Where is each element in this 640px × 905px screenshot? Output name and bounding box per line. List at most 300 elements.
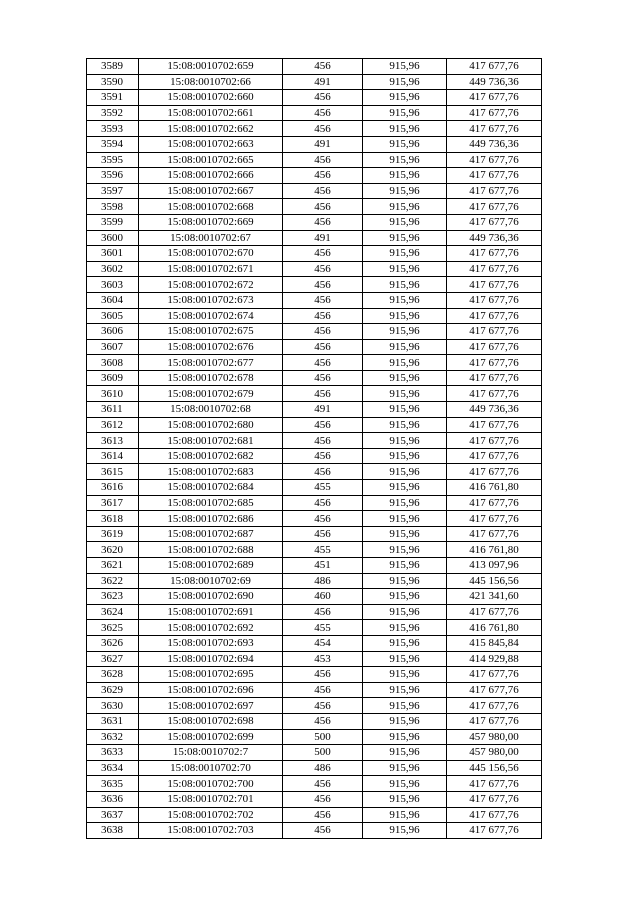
total-value-cell: 449 736,36 — [447, 74, 542, 90]
area-cell: 460 — [283, 589, 363, 605]
area-cell: 456 — [283, 667, 363, 683]
total-value-cell: 417 677,76 — [447, 90, 542, 106]
total-value-cell: 417 677,76 — [447, 433, 542, 449]
row-number-cell: 3599 — [87, 214, 139, 230]
cadastral-number-cell: 15:08:0010702:69 — [139, 573, 283, 589]
table-row — [87, 807, 542, 823]
unit-price-cell: 915,96 — [363, 480, 447, 496]
total-value-cell: 417 677,76 — [447, 152, 542, 168]
area-cell: 451 — [283, 558, 363, 574]
area-cell: 456 — [283, 59, 363, 75]
cadastral-number-cell: 15:08:0010702:665 — [139, 152, 283, 168]
unit-price-cell: 915,96 — [363, 542, 447, 558]
cadastral-number-cell: 15:08:0010702:670 — [139, 246, 283, 262]
unit-price-cell: 915,96 — [363, 386, 447, 402]
row-number-cell: 3602 — [87, 261, 139, 277]
cadastral-number-cell: 15:08:0010702:686 — [139, 511, 283, 527]
total-value-cell: 417 677,76 — [447, 682, 542, 698]
cadastral-number-cell: 15:08:0010702:68 — [139, 402, 283, 418]
row-number-cell: 3603 — [87, 277, 139, 293]
row-number-cell: 3596 — [87, 168, 139, 184]
table-row — [87, 152, 542, 168]
row-number-cell: 3626 — [87, 635, 139, 651]
unit-price-cell: 915,96 — [363, 402, 447, 418]
unit-price-cell: 915,96 — [363, 620, 447, 636]
area-cell: 456 — [283, 246, 363, 262]
cadastral-number-cell: 15:08:0010702:671 — [139, 261, 283, 277]
cadastral-number-cell: 15:08:0010702:694 — [139, 651, 283, 667]
area-cell: 456 — [283, 168, 363, 184]
total-value-cell: 417 677,76 — [447, 121, 542, 137]
table-row — [87, 511, 542, 527]
cadastral-number-cell: 15:08:0010702:668 — [139, 199, 283, 215]
cadastral-number-cell: 15:08:0010702:695 — [139, 667, 283, 683]
row-number-cell: 3601 — [87, 246, 139, 262]
row-number-cell: 3613 — [87, 433, 139, 449]
unit-price-cell: 915,96 — [363, 823, 447, 839]
area-cell: 456 — [283, 105, 363, 121]
cadastral-number-cell: 15:08:0010702:66 — [139, 74, 283, 90]
cadastral-number-cell: 15:08:0010702:692 — [139, 620, 283, 636]
row-number-cell: 3633 — [87, 745, 139, 761]
table-row — [87, 183, 542, 199]
area-cell: 456 — [283, 292, 363, 308]
row-number-cell: 3589 — [87, 59, 139, 75]
area-cell: 455 — [283, 542, 363, 558]
total-value-cell: 416 761,80 — [447, 542, 542, 558]
total-value-cell: 417 677,76 — [447, 324, 542, 340]
total-value-cell: 417 677,76 — [447, 698, 542, 714]
total-value-cell: 457 980,00 — [447, 729, 542, 745]
unit-price-cell: 915,96 — [363, 292, 447, 308]
row-number-cell: 3608 — [87, 355, 139, 371]
cadastral-number-cell: 15:08:0010702:698 — [139, 713, 283, 729]
table-row — [87, 324, 542, 340]
row-number-cell: 3625 — [87, 620, 139, 636]
area-cell: 456 — [283, 713, 363, 729]
table-row — [87, 402, 542, 418]
table-row — [87, 823, 542, 839]
row-number-cell: 3610 — [87, 386, 139, 402]
unit-price-cell: 915,96 — [363, 448, 447, 464]
cadastral-number-cell: 15:08:0010702:667 — [139, 183, 283, 199]
table-row — [87, 417, 542, 433]
total-value-cell: 449 736,36 — [447, 402, 542, 418]
unit-price-cell: 915,96 — [363, 791, 447, 807]
row-number-cell: 3609 — [87, 370, 139, 386]
cadastral-number-cell: 15:08:0010702:67 — [139, 230, 283, 246]
row-number-cell: 3604 — [87, 292, 139, 308]
area-cell: 491 — [283, 74, 363, 90]
total-value-cell: 417 677,76 — [447, 776, 542, 792]
row-number-cell: 3594 — [87, 136, 139, 152]
unit-price-cell: 915,96 — [363, 121, 447, 137]
cadastral-number-cell: 15:08:0010702:666 — [139, 168, 283, 184]
cadastral-number-cell: 15:08:0010702:673 — [139, 292, 283, 308]
table-row — [87, 620, 542, 636]
area-cell: 456 — [283, 121, 363, 137]
total-value-cell: 417 677,76 — [447, 339, 542, 355]
total-value-cell: 417 677,76 — [447, 511, 542, 527]
row-number-cell: 3630 — [87, 698, 139, 714]
cadastral-number-cell: 15:08:0010702:7 — [139, 745, 283, 761]
row-number-cell: 3614 — [87, 448, 139, 464]
unit-price-cell: 915,96 — [363, 589, 447, 605]
cadastral-number-cell: 15:08:0010702:674 — [139, 308, 283, 324]
table-row — [87, 651, 542, 667]
total-value-cell: 445 156,56 — [447, 573, 542, 589]
total-value-cell: 417 677,76 — [447, 105, 542, 121]
unit-price-cell: 915,96 — [363, 230, 447, 246]
table-row — [87, 230, 542, 246]
table-row — [87, 199, 542, 215]
table-row — [87, 261, 542, 277]
unit-price-cell: 915,96 — [363, 417, 447, 433]
total-value-cell: 417 677,76 — [447, 386, 542, 402]
cadastral-number-cell: 15:08:0010702:682 — [139, 448, 283, 464]
unit-price-cell: 915,96 — [363, 682, 447, 698]
unit-price-cell: 915,96 — [363, 59, 447, 75]
unit-price-cell: 915,96 — [363, 105, 447, 121]
area-cell: 456 — [283, 324, 363, 340]
row-number-cell: 3619 — [87, 526, 139, 542]
total-value-cell: 417 677,76 — [447, 713, 542, 729]
area-cell: 456 — [283, 823, 363, 839]
unit-price-cell: 915,96 — [363, 168, 447, 184]
table-row — [87, 729, 542, 745]
unit-price-cell: 915,96 — [363, 324, 447, 340]
total-value-cell: 417 677,76 — [447, 495, 542, 511]
total-value-cell: 449 736,36 — [447, 230, 542, 246]
cadastral-number-cell: 15:08:0010702:699 — [139, 729, 283, 745]
unit-price-cell: 915,96 — [363, 339, 447, 355]
row-number-cell: 3615 — [87, 464, 139, 480]
table-row — [87, 526, 542, 542]
table-row — [87, 355, 542, 371]
table-row — [87, 760, 542, 776]
total-value-cell: 417 677,76 — [447, 355, 542, 371]
table-row — [87, 682, 542, 698]
total-value-cell: 417 677,76 — [447, 214, 542, 230]
unit-price-cell: 915,96 — [363, 277, 447, 293]
table-body — [87, 59, 542, 839]
table-row — [87, 214, 542, 230]
area-cell: 456 — [283, 604, 363, 620]
row-number-cell: 3631 — [87, 713, 139, 729]
table-row — [87, 292, 542, 308]
cadastral-value-table — [86, 58, 542, 839]
cadastral-number-cell: 15:08:0010702:662 — [139, 121, 283, 137]
row-number-cell: 3622 — [87, 573, 139, 589]
table-row — [87, 745, 542, 761]
total-value-cell: 413 097,96 — [447, 558, 542, 574]
total-value-cell: 417 677,76 — [447, 246, 542, 262]
area-cell: 456 — [283, 464, 363, 480]
unit-price-cell: 915,96 — [363, 214, 447, 230]
table-row — [87, 791, 542, 807]
table-row — [87, 59, 542, 75]
row-number-cell: 3623 — [87, 589, 139, 605]
cadastral-number-cell: 15:08:0010702:687 — [139, 526, 283, 542]
row-number-cell: 3632 — [87, 729, 139, 745]
row-number-cell: 3636 — [87, 791, 139, 807]
row-number-cell: 3607 — [87, 339, 139, 355]
table-row — [87, 558, 542, 574]
unit-price-cell: 915,96 — [363, 776, 447, 792]
row-number-cell: 3592 — [87, 105, 139, 121]
cadastral-number-cell: 15:08:0010702:661 — [139, 105, 283, 121]
cadastral-number-cell: 15:08:0010702:676 — [139, 339, 283, 355]
area-cell: 456 — [283, 791, 363, 807]
cadastral-number-cell: 15:08:0010702:693 — [139, 635, 283, 651]
cadastral-number-cell: 15:08:0010702:700 — [139, 776, 283, 792]
cadastral-number-cell: 15:08:0010702:681 — [139, 433, 283, 449]
table-row — [87, 698, 542, 714]
total-value-cell: 417 677,76 — [447, 448, 542, 464]
row-number-cell: 3593 — [87, 121, 139, 137]
area-cell: 456 — [283, 183, 363, 199]
table-row — [87, 448, 542, 464]
total-value-cell: 417 677,76 — [447, 168, 542, 184]
row-number-cell: 3605 — [87, 308, 139, 324]
unit-price-cell: 915,96 — [363, 807, 447, 823]
table-row — [87, 433, 542, 449]
area-cell: 491 — [283, 136, 363, 152]
area-cell: 456 — [283, 339, 363, 355]
table-row — [87, 105, 542, 121]
cadastral-number-cell: 15:08:0010702:689 — [139, 558, 283, 574]
unit-price-cell: 915,96 — [363, 713, 447, 729]
unit-price-cell: 915,96 — [363, 183, 447, 199]
row-number-cell: 3595 — [87, 152, 139, 168]
row-number-cell: 3627 — [87, 651, 139, 667]
row-number-cell: 3617 — [87, 495, 139, 511]
area-cell: 456 — [283, 448, 363, 464]
unit-price-cell: 915,96 — [363, 558, 447, 574]
row-number-cell: 3600 — [87, 230, 139, 246]
row-number-cell: 3621 — [87, 558, 139, 574]
area-cell: 456 — [283, 495, 363, 511]
cadastral-number-cell: 15:08:0010702:663 — [139, 136, 283, 152]
unit-price-cell: 915,96 — [363, 526, 447, 542]
table-row — [87, 277, 542, 293]
total-value-cell: 417 677,76 — [447, 667, 542, 683]
cadastral-number-cell: 15:08:0010702:70 — [139, 760, 283, 776]
area-cell: 456 — [283, 807, 363, 823]
unit-price-cell: 915,96 — [363, 667, 447, 683]
row-number-cell: 3637 — [87, 807, 139, 823]
cadastral-number-cell: 15:08:0010702:679 — [139, 386, 283, 402]
table-row — [87, 635, 542, 651]
unit-price-cell: 915,96 — [363, 308, 447, 324]
unit-price-cell: 915,96 — [363, 74, 447, 90]
cadastral-number-cell: 15:08:0010702:660 — [139, 90, 283, 106]
cadastral-number-cell: 15:08:0010702:696 — [139, 682, 283, 698]
total-value-cell: 417 677,76 — [447, 604, 542, 620]
unit-price-cell: 915,96 — [363, 246, 447, 262]
table-row — [87, 121, 542, 137]
cadastral-number-cell: 15:08:0010702:690 — [139, 589, 283, 605]
total-value-cell: 417 677,76 — [447, 277, 542, 293]
row-number-cell: 3598 — [87, 199, 139, 215]
area-cell: 456 — [283, 511, 363, 527]
unit-price-cell: 915,96 — [363, 370, 447, 386]
area-cell: 456 — [283, 370, 363, 386]
unit-price-cell: 915,96 — [363, 729, 447, 745]
unit-price-cell: 915,96 — [363, 745, 447, 761]
total-value-cell: 417 677,76 — [447, 183, 542, 199]
unit-price-cell: 915,96 — [363, 355, 447, 371]
row-number-cell: 3638 — [87, 823, 139, 839]
table-row — [87, 495, 542, 511]
row-number-cell: 3618 — [87, 511, 139, 527]
total-value-cell: 414 929,88 — [447, 651, 542, 667]
table-row — [87, 542, 542, 558]
total-value-cell: 417 677,76 — [447, 526, 542, 542]
unit-price-cell: 915,96 — [363, 604, 447, 620]
cadastral-number-cell: 15:08:0010702:677 — [139, 355, 283, 371]
total-value-cell: 416 761,80 — [447, 480, 542, 496]
area-cell: 456 — [283, 776, 363, 792]
area-cell: 456 — [283, 433, 363, 449]
cadastral-number-cell: 15:08:0010702:691 — [139, 604, 283, 620]
cadastral-number-cell: 15:08:0010702:702 — [139, 807, 283, 823]
row-number-cell: 3611 — [87, 402, 139, 418]
unit-price-cell: 915,96 — [363, 136, 447, 152]
row-number-cell: 3620 — [87, 542, 139, 558]
total-value-cell: 417 677,76 — [447, 59, 542, 75]
row-number-cell: 3635 — [87, 776, 139, 792]
row-number-cell: 3606 — [87, 324, 139, 340]
cadastral-number-cell: 15:08:0010702:697 — [139, 698, 283, 714]
total-value-cell: 417 677,76 — [447, 308, 542, 324]
area-cell: 456 — [283, 698, 363, 714]
unit-price-cell: 915,96 — [363, 651, 447, 667]
unit-price-cell: 915,96 — [363, 464, 447, 480]
cadastral-number-cell: 15:08:0010702:684 — [139, 480, 283, 496]
table-row — [87, 776, 542, 792]
cadastral-number-cell: 15:08:0010702:683 — [139, 464, 283, 480]
row-number-cell: 3612 — [87, 417, 139, 433]
row-number-cell: 3616 — [87, 480, 139, 496]
row-number-cell: 3628 — [87, 667, 139, 683]
table-row — [87, 589, 542, 605]
table-row — [87, 386, 542, 402]
unit-price-cell: 915,96 — [363, 760, 447, 776]
unit-price-cell: 915,96 — [363, 698, 447, 714]
total-value-cell: 449 736,36 — [447, 136, 542, 152]
row-number-cell: 3624 — [87, 604, 139, 620]
area-cell: 456 — [283, 152, 363, 168]
cadastral-number-cell: 15:08:0010702:678 — [139, 370, 283, 386]
table-row — [87, 339, 542, 355]
row-number-cell: 3629 — [87, 682, 139, 698]
cadastral-number-cell: 15:08:0010702:701 — [139, 791, 283, 807]
area-cell: 456 — [283, 261, 363, 277]
table-row — [87, 370, 542, 386]
area-cell: 456 — [283, 417, 363, 433]
area-cell: 456 — [283, 386, 363, 402]
total-value-cell: 445 156,56 — [447, 760, 542, 776]
unit-price-cell: 915,96 — [363, 573, 447, 589]
area-cell: 453 — [283, 651, 363, 667]
area-cell: 486 — [283, 573, 363, 589]
total-value-cell: 417 677,76 — [447, 199, 542, 215]
area-cell: 456 — [283, 199, 363, 215]
area-cell: 491 — [283, 230, 363, 246]
cadastral-number-cell: 15:08:0010702:685 — [139, 495, 283, 511]
total-value-cell: 417 677,76 — [447, 823, 542, 839]
table-row — [87, 90, 542, 106]
total-value-cell: 417 677,76 — [447, 370, 542, 386]
total-value-cell: 416 761,80 — [447, 620, 542, 636]
table-row — [87, 308, 542, 324]
area-cell: 500 — [283, 729, 363, 745]
area-cell: 456 — [283, 308, 363, 324]
unit-price-cell: 915,96 — [363, 152, 447, 168]
table-row — [87, 667, 542, 683]
cadastral-number-cell: 15:08:0010702:688 — [139, 542, 283, 558]
unit-price-cell: 915,96 — [363, 433, 447, 449]
area-cell: 456 — [283, 355, 363, 371]
total-value-cell: 457 980,00 — [447, 745, 542, 761]
total-value-cell: 417 677,76 — [447, 791, 542, 807]
unit-price-cell: 915,96 — [363, 261, 447, 277]
area-cell: 456 — [283, 277, 363, 293]
table-row — [87, 480, 542, 496]
table-row — [87, 74, 542, 90]
area-cell: 456 — [283, 682, 363, 698]
unit-price-cell: 915,96 — [363, 635, 447, 651]
cadastral-number-cell: 15:08:0010702:675 — [139, 324, 283, 340]
cadastral-number-cell: 15:08:0010702:669 — [139, 214, 283, 230]
cadastral-number-cell: 15:08:0010702:659 — [139, 59, 283, 75]
table-row — [87, 136, 542, 152]
area-cell: 456 — [283, 526, 363, 542]
total-value-cell: 417 677,76 — [447, 261, 542, 277]
area-cell: 455 — [283, 480, 363, 496]
row-number-cell: 3590 — [87, 74, 139, 90]
cadastral-number-cell: 15:08:0010702:680 — [139, 417, 283, 433]
unit-price-cell: 915,96 — [363, 90, 447, 106]
table-row — [87, 713, 542, 729]
area-cell: 454 — [283, 635, 363, 651]
row-number-cell: 3597 — [87, 183, 139, 199]
cadastral-number-cell: 15:08:0010702:703 — [139, 823, 283, 839]
area-cell: 500 — [283, 745, 363, 761]
total-value-cell: 417 677,76 — [447, 292, 542, 308]
area-cell: 486 — [283, 760, 363, 776]
row-number-cell: 3591 — [87, 90, 139, 106]
table-row — [87, 573, 542, 589]
total-value-cell: 417 677,76 — [447, 417, 542, 433]
unit-price-cell: 915,96 — [363, 199, 447, 215]
table-row — [87, 168, 542, 184]
total-value-cell: 415 845,84 — [447, 635, 542, 651]
table-row — [87, 246, 542, 262]
total-value-cell: 421 341,60 — [447, 589, 542, 605]
total-value-cell: 417 677,76 — [447, 464, 542, 480]
area-cell: 456 — [283, 214, 363, 230]
table-row — [87, 464, 542, 480]
area-cell: 455 — [283, 620, 363, 636]
total-value-cell: 417 677,76 — [447, 807, 542, 823]
area-cell: 491 — [283, 402, 363, 418]
unit-price-cell: 915,96 — [363, 511, 447, 527]
cadastral-number-cell: 15:08:0010702:672 — [139, 277, 283, 293]
row-number-cell: 3634 — [87, 760, 139, 776]
table-row — [87, 604, 542, 620]
